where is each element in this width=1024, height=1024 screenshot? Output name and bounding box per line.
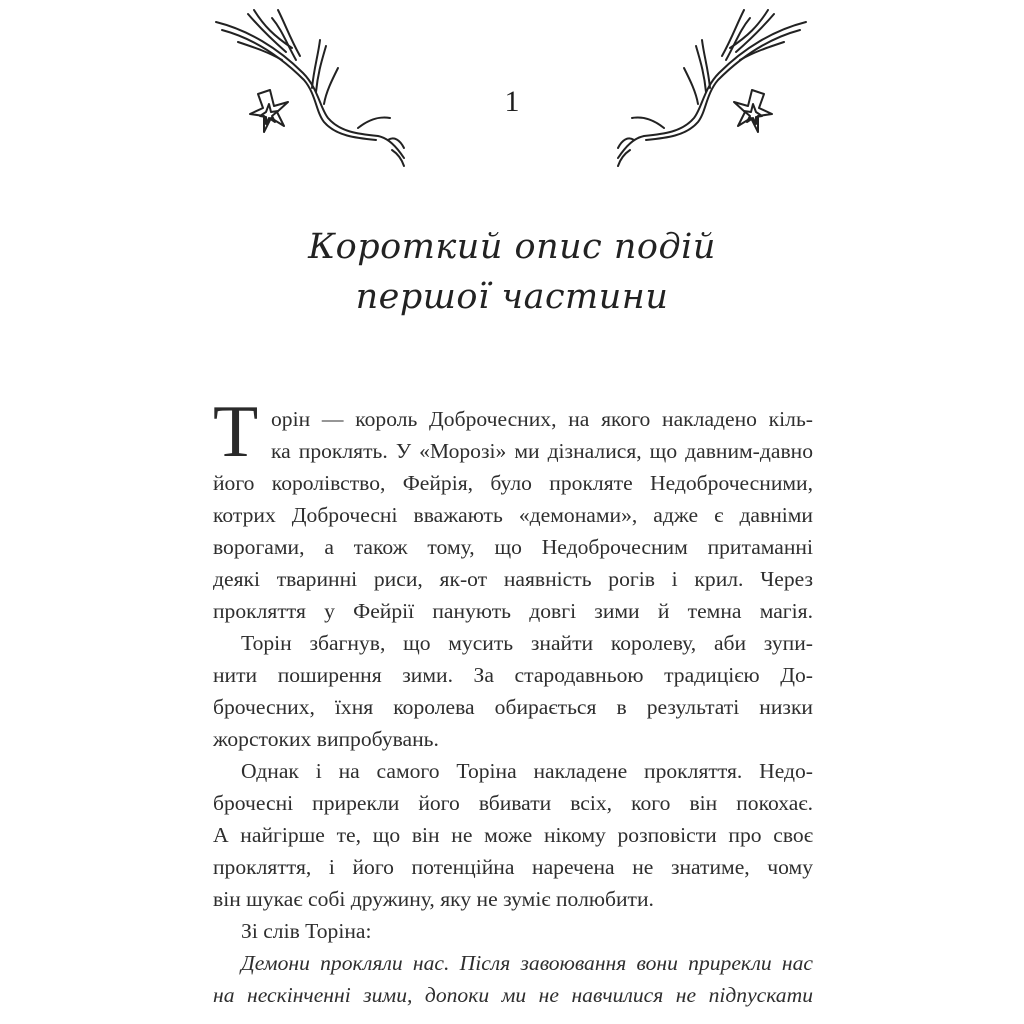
chapter-title-line-1: Короткий опис подій	[308, 227, 716, 267]
quote-line: на нескінченні зими, допоки ми не навчилися не підпускати	[213, 983, 813, 1007]
text-line: ворогами, а також тому, що Недоброчесним притаманні	[213, 535, 813, 559]
branch-star-icon	[604, 8, 814, 168]
text-line: його королівство, Фейрія, було прокляте Недоброчесними,	[213, 471, 813, 495]
text-line: Торін збагнув, що мусить знайти королеву, аби зупи-	[241, 631, 813, 655]
branch-star-icon	[208, 8, 418, 168]
text-line: деякі тваринні риси, як-от наявність рогів і крил. Через	[213, 567, 813, 591]
chapter-title	[212, 222, 812, 322]
text-line: прокляття у Фейрії панують довгі зими й темна магія.	[213, 599, 813, 623]
chapter-number: 1	[504, 85, 520, 118]
text-line: А найгірше те, що він не може нікому розповісти про своє	[213, 823, 813, 847]
text-line: брочесні прирекли його вбивати всіх, кого він покохає.	[213, 791, 813, 815]
body-text	[213, 403, 813, 1011]
text-line: прокляття, і його потенційна наречена не знатиме, чому	[213, 855, 813, 879]
text-line: орін — король Доброчесних, на якого накладено кіль-	[271, 407, 813, 431]
text-line: брочесних, їхня королева обирається в результаті низки	[213, 695, 813, 719]
text-line: він шукає собі дружину, яку не зуміє полюбити.	[213, 887, 654, 911]
text-line: Однак і на самого Торіна накладене прокляття. Недо-	[241, 759, 813, 783]
text-line: ка проклять. У «Морозі» ми дізналися, що давним-давно	[271, 439, 813, 463]
text-line: жорстоких випробувань.	[213, 727, 439, 751]
chapter-title-line-2: першої частини	[355, 277, 669, 317]
text-line: нити поширення зими. За стародавньою традицією До-	[213, 663, 813, 687]
drop-cap: Т	[213, 391, 259, 473]
branch-ornament-left	[208, 8, 418, 168]
text-line: Зі слів Торіна:	[241, 919, 372, 943]
text-line: котрих Доброчесні вважають «демонами», адже є давніми	[213, 503, 813, 527]
branch-ornament-right	[604, 8, 814, 168]
quote-line: Демони прокляли нас. Після завоювання вони прирекли нас	[241, 951, 813, 975]
